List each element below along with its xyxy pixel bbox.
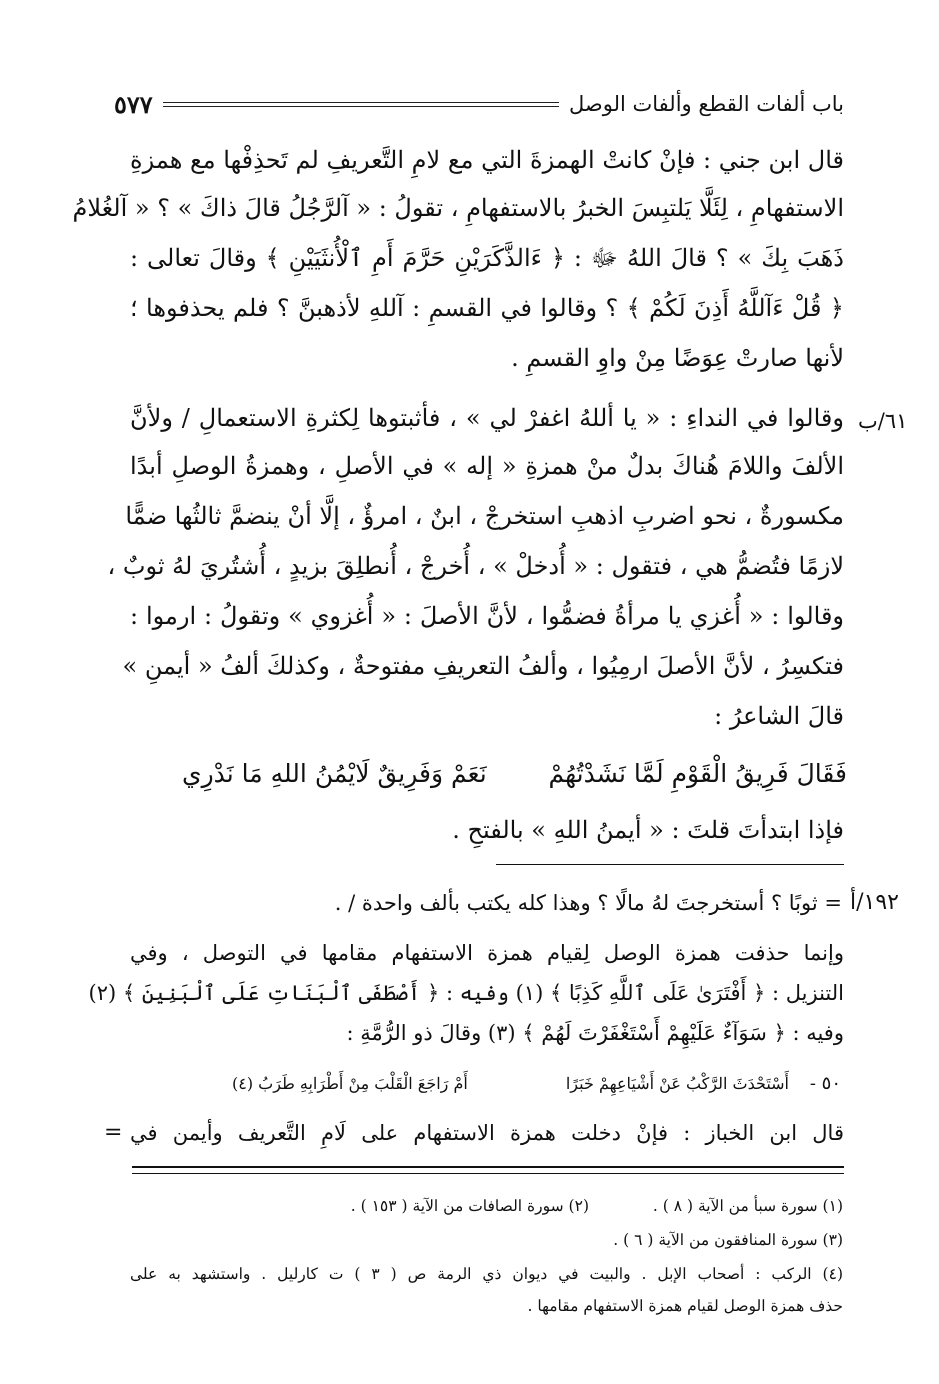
main-text-line: لأنها صارتْ عِوَضًا مِنْ واوِ القسمِ . bbox=[511, 344, 844, 372]
commentary-line: قال ابن الخباز : فإنْ دخلت همزة الاستفهام على لَامِ التَّعريف وأيمن في bbox=[130, 1121, 844, 1145]
chapter-title: باب ألفات القطع وألفات الوصل bbox=[569, 92, 844, 116]
footnote-separator bbox=[132, 1166, 844, 1174]
main-text-line: ﴿ قُلْ ءَآللَّهُ أَذِنَ لَكُمْ ﴾ ؟ وقالوا في القسمِ : آللهِ لأذهبنَّ ؟ فلم يحذفوها ؛ bbox=[130, 294, 844, 322]
continuation-mark: = bbox=[104, 1120, 123, 1145]
commentary-line: وفيه : ﴿ سَوَآءٌ عَلَيْهِمْ أَسْتَغْفَرْتَ لَهُمْ ﴾ (٣) وقالَ ذو الرُّمَّةِ : bbox=[346, 1021, 844, 1045]
main-text-line: قالَ الشاعرُ : bbox=[714, 702, 844, 730]
commentary-line: التنزيل : ﴿ أَفْتَرَىٰ عَلَى ٱللَّهِ كَذِبًا ﴾ (١) وفيه : ﴿ أَصْطَفَى ٱلْبَنَاتِ عَلَى ٱلْبَنِينَ ﴾ (٢) bbox=[88, 981, 844, 1005]
main-text-line: مكسورةٌ ، نحو اضربِ اذهبِ استخرجْ ، ابنٌ ، امرؤٌ ، إلَّا أنْ ينضمَّ ثالثُها ضمًّا bbox=[125, 502, 844, 530]
footnote: (٤) الركب : أصحاب الإبل . والبيت في ديوان ذي الرمة ص ( ٣ ) ت كارليل . واستشهد به على bbox=[130, 1265, 843, 1283]
main-text-line: الألفَ واللامَ هُناكَ بدلٌ منْ همزةِ « إله » في الأصلِ ، وهمزةُ الوصلِ أبدًا bbox=[130, 452, 844, 480]
main-text-line: فإذا ابتدأتَ قلتَ : « أيمنُ اللهِ » بالفتحِ . bbox=[452, 816, 844, 844]
main-text-line: وقالوا : « أُغزي يا مرأةُ فضمُّوا ، لأنَّ الأصلَ : « أُغزوي » وتقولُ : ارموا : bbox=[130, 602, 845, 630]
verse-second-hemistich: نَعَمْ وَفَرِيقٌ لَايْمُنُ اللهِ مَا نَدْرِي bbox=[182, 759, 487, 788]
footnote: (٣) سورة المنافقون من الآية ( ٦ ) . bbox=[613, 1231, 843, 1249]
verse-number: ٥٠ - bbox=[809, 1073, 841, 1094]
verse-first-hemistich: فَقَالَ فَرِيقُ الْقَوْمِ لَمَّا نَشَدْتُهُمْ bbox=[548, 759, 847, 788]
main-text-line: الاستفهامِ ، لِئَلَّا يَلتبِسَ الخبرُ بالاستفهامِ ، تقولُ : « آلرَّجُلُ قالَ ذاكَ » ؟ « آلغُلامُ bbox=[72, 194, 844, 222]
verse-first-hemistich: أَسْتَحْدَثَ الرَّكْبُ عَنْ أَشْيَاعِهِمْ خَبَرًا bbox=[565, 1074, 789, 1093]
main-text-line: وقالوا في النداءِ : « يا أللهُ اغفرْ لي » ، فأثبتوها لِكثرةِ الاستعمالِ / ولأنَّ bbox=[130, 404, 844, 432]
header-rule bbox=[163, 102, 559, 107]
manuscript-folio-mark: ١٩٢/أ bbox=[850, 890, 899, 915]
manuscript-folio-mark: ٦١/ب bbox=[858, 409, 908, 433]
commentary-line: = ثوبًا ؟ أستخرجتَ لهُ مالًا ؟ وهذا كله يكتب بألف واحدة / . bbox=[334, 891, 842, 915]
running-header bbox=[114, 84, 844, 124]
main-text-line: قال ابن جني : فإنْ كانتْ الهمزةَ التي مع لامِ التَّعريفِ لم تَحذِفْها مع همزةِ bbox=[130, 146, 844, 174]
footnote: (٢) سورة الصافات من الآية ( ١٥٣ ) . bbox=[350, 1197, 589, 1215]
main-text-line: فتكسِرُ ، لأنَّ الأصلَ ارمِيُوا ، وألفُ التعريفِ مفتوحةٌ ، وكذلكَ ألفُ « أيمنِ » bbox=[122, 652, 844, 680]
main-text-line: لازمًا فتُضمُّ هي ، فتقول : « أُدخلْ » ، أُخرجْ ، أُنطلِقَ بزيدٍ ، أُشتُريَ لهُ ثوبٌ ، bbox=[107, 552, 844, 580]
footnote: (١) سورة سبأ من الآية ( ٨ ) . bbox=[652, 1197, 843, 1215]
main-text-line: ذَهَبَ بِكَ » ؟ قالَ اللهُ ﷻ : ﴿ ءَالذَّكَرَيْنِ حَرَّمَ أَمِ ٱلْأُنثَيَيْنِ ﴾ وقالَ تعالى : bbox=[130, 244, 844, 272]
page-number: ٥٧٧ bbox=[114, 89, 153, 119]
verse-second-hemistich: أَمْ رَاجَعَ الْقَلْبَ مِنْ أَطْرَابِهِ طَرَبُ (٤) bbox=[232, 1074, 468, 1093]
commentary-separator bbox=[496, 864, 844, 865]
commentary-line: وإنما حذفت همزة الوصل لِقيام همزة الاستفهام مقامها في التوصل ، وفي bbox=[130, 941, 844, 965]
footnote: حذف همزة الوصل لقيام همزة الاستفهام مقامها . bbox=[527, 1297, 843, 1315]
